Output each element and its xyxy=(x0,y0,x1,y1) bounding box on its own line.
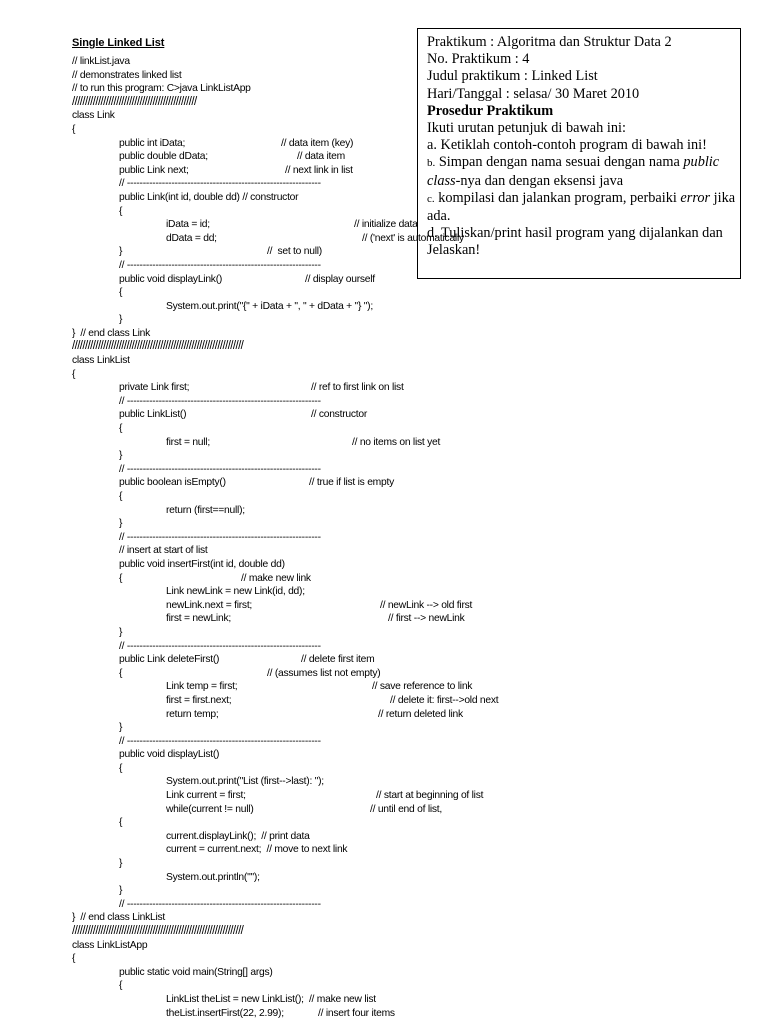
code-line xyxy=(72,993,472,1007)
code-line xyxy=(72,313,472,327)
code-line xyxy=(72,517,472,531)
code-text: Link current = first; xyxy=(166,790,246,802)
code-text: public double dData; xyxy=(119,151,208,163)
code-text: } // end class LinkList xyxy=(72,912,166,924)
code-comment: // newLink --> old first xyxy=(380,599,473,611)
code-line xyxy=(72,109,472,123)
code-line xyxy=(72,721,472,735)
code-line xyxy=(72,340,472,354)
step-b-italic: public class xyxy=(427,154,720,189)
code-line xyxy=(72,708,472,722)
code-line xyxy=(72,191,472,205)
info-box xyxy=(417,28,741,279)
info-course: Praktikum : Algoritma dan Struktur Data 2 xyxy=(427,34,672,50)
code-line xyxy=(72,300,472,314)
code-line xyxy=(72,735,472,749)
code-line xyxy=(72,504,472,518)
code-line xyxy=(72,585,472,599)
code-text: // demonstrates linked list xyxy=(72,69,182,81)
code-separator: ////////////////////////////////////////////////////////////////// xyxy=(72,340,244,353)
code-line xyxy=(72,395,472,409)
code-text: first = first.next; xyxy=(166,694,232,706)
code-line xyxy=(72,286,472,300)
code-line xyxy=(72,694,499,708)
code-comment: // start at beginning of list xyxy=(376,790,484,802)
code-line xyxy=(72,843,472,857)
code-text: // ------------------------------------------------------------- xyxy=(119,898,321,910)
code-line xyxy=(72,449,472,463)
code-text: public void displayLink() xyxy=(119,273,223,285)
code-line xyxy=(72,789,484,803)
code-line xyxy=(72,898,472,912)
code-comment: // data item xyxy=(297,151,345,163)
code-text: { xyxy=(72,123,76,135)
code-text: public Link next; xyxy=(119,164,189,176)
code-comment: // ref to first link on list xyxy=(311,382,404,394)
code-line xyxy=(72,55,472,69)
code-line xyxy=(72,762,472,776)
code-comment: // display ourself xyxy=(305,273,375,285)
code-line xyxy=(72,640,472,654)
code-line xyxy=(72,354,472,368)
code-text: // ------------------------------------------------------------- xyxy=(119,463,321,475)
code-text: current = current.next; // move to next link xyxy=(166,844,348,856)
code-line xyxy=(72,830,472,844)
code-text: System.out.println(""); xyxy=(166,871,260,883)
step-b-text2: -nya dan dengan eksensi java xyxy=(455,172,624,189)
code-line xyxy=(72,259,472,273)
code-text: // ------------------------------------------------------------- xyxy=(119,735,321,747)
code-text: System.out.print("List (first-->last): "); xyxy=(166,776,324,788)
code-line xyxy=(72,748,472,762)
code-text: { xyxy=(119,423,123,435)
code-text: newLink.next = first; xyxy=(166,599,253,611)
code-separator: ////////////////////////////////////////////////////////////////// xyxy=(72,925,244,937)
code-text: current.displayLink(); // print data xyxy=(166,830,310,842)
code-line xyxy=(72,273,472,287)
code-text: class Link xyxy=(72,110,115,122)
code-line xyxy=(72,653,472,667)
procedure-step-c xyxy=(427,190,740,225)
code-line xyxy=(72,952,472,966)
code-text: public boolean isEmpty() xyxy=(119,477,226,489)
code-text: // insert at start of list xyxy=(119,545,208,557)
code-text: } xyxy=(119,314,123,326)
code-line xyxy=(72,232,472,246)
code-line xyxy=(72,137,472,151)
code-line xyxy=(72,96,472,110)
code-separator: //////////////////////////////////////////////// xyxy=(72,95,197,108)
code-text: { xyxy=(72,953,76,965)
code-text: // ------------------------------------------------------------- xyxy=(119,395,321,407)
code-line xyxy=(72,667,472,681)
step-b-letter: b. xyxy=(427,157,436,170)
code-text: } xyxy=(119,626,123,638)
code-line xyxy=(72,327,472,341)
code-text: return temp; xyxy=(166,708,219,720)
code-line xyxy=(72,612,472,626)
step-b-text1: Simpan dengan nama sesuai dengan nama xyxy=(435,154,684,171)
step-c-text2: jika ada. xyxy=(427,189,736,225)
code-text: // ------------------------------------------------------------- xyxy=(119,259,321,271)
code-text: { xyxy=(119,572,123,584)
code-text: { xyxy=(119,762,123,774)
code-line xyxy=(72,680,472,694)
code-line xyxy=(72,871,472,885)
code-comment: // first --> newLink xyxy=(388,613,465,625)
code-comment: // (assumes list not empty) xyxy=(267,667,381,679)
info-number: No. Praktikum : 4 xyxy=(427,51,530,68)
code-text: Link newLink = new Link(id, dd); xyxy=(166,586,305,598)
code-text: // ------------------------------------------------------------- xyxy=(119,178,321,190)
code-text: // ------------------------------------------------------------- xyxy=(119,531,321,543)
code-text: public void displayList() xyxy=(119,749,220,761)
code-line xyxy=(72,599,472,613)
code-comment: // true if list is empty xyxy=(309,477,394,489)
code-text: public int iData; xyxy=(119,137,186,149)
code-comment: // constructor xyxy=(311,409,368,421)
procedure-intro: Ikuti urutan petunjuk di bawah ini: xyxy=(427,120,626,137)
code-line xyxy=(72,69,472,83)
code-text: { xyxy=(119,287,123,299)
code-text: } xyxy=(119,518,123,530)
code-comment: // no items on list yet xyxy=(352,436,441,448)
code-line xyxy=(72,436,472,450)
code-line xyxy=(72,205,472,219)
code-text: public static void main(String[] args) xyxy=(119,966,273,978)
code-text: // ------------------------------------------------------------- xyxy=(119,640,321,652)
code-text: System.out.print("{" + iData + ", " + dData + "} "); xyxy=(166,300,373,312)
code-text: theList.insertFirst(22, 2.99); xyxy=(166,1007,284,1019)
code-line xyxy=(72,422,472,436)
code-line xyxy=(72,803,472,817)
procedure-step-d: d. Tuliskan/print hasil program yang dijalankan dan Jelaskan! xyxy=(427,225,723,259)
code-line xyxy=(72,150,472,164)
code-text: } // end class Link xyxy=(72,327,150,339)
code-text: class LinkList xyxy=(72,355,130,367)
code-line xyxy=(72,408,472,422)
code-line xyxy=(72,775,472,789)
code-text: } xyxy=(119,246,123,258)
code-text: // to run this program: C>java LinkListApp xyxy=(72,83,251,95)
code-line xyxy=(72,626,472,640)
code-comment: // next link in list xyxy=(285,164,353,176)
code-text: class LinkListApp xyxy=(72,939,148,951)
code-line xyxy=(72,925,472,939)
code-comment: // insert four items xyxy=(318,1007,395,1019)
code-text: { xyxy=(72,368,76,380)
code-text: } xyxy=(119,885,123,897)
code-line xyxy=(72,82,472,96)
code-text: { xyxy=(119,980,123,992)
info-title: Judul praktikum : Linked List xyxy=(427,68,598,85)
code-text: { xyxy=(119,817,123,829)
code-text: private Link first; xyxy=(119,382,190,394)
code-text: while(current != null) xyxy=(166,803,254,815)
code-line xyxy=(72,544,472,558)
code-text: Link temp = first; xyxy=(166,681,238,693)
code-comment: // return deleted link xyxy=(378,708,463,720)
code-comment: // delete it: first-->old next xyxy=(390,694,499,706)
code-text: public LinkList() xyxy=(119,409,187,421)
code-comment: // ('next' is automatically xyxy=(362,232,464,244)
step-c-italic: error xyxy=(680,189,711,206)
code-line xyxy=(72,476,472,490)
code-text: { xyxy=(119,491,123,502)
code-comment: // set to null) xyxy=(267,246,322,258)
code-text: first = null; xyxy=(166,436,210,448)
code-line xyxy=(72,979,472,993)
code-text: } xyxy=(119,858,123,870)
code-comment: // until end of list, xyxy=(370,803,443,815)
procedure-step-b xyxy=(427,154,740,189)
code-line xyxy=(72,463,472,477)
step-c-text1: kompilasi dan jalankan program, perbaiki xyxy=(434,189,681,206)
code-line xyxy=(72,558,472,572)
code-line xyxy=(72,123,472,137)
code-text: dData = dd; xyxy=(166,232,217,244)
code-line xyxy=(72,1007,472,1021)
code-text: { xyxy=(119,667,123,679)
code-line xyxy=(72,218,472,232)
code-comment: // data item (key) xyxy=(281,137,354,149)
code-text: LinkList theList = new LinkList(); // make new list xyxy=(166,993,376,1005)
code-comment: // initialize data xyxy=(354,219,418,231)
code-line xyxy=(72,816,472,830)
code-text: return (first==null); xyxy=(166,504,245,516)
code-text: // linkList.java xyxy=(72,56,130,67)
code-line xyxy=(72,939,472,953)
code-line xyxy=(72,966,472,980)
code-text: public void insertFirst(int id, double dd) xyxy=(119,558,285,570)
code-comment: // delete first item xyxy=(301,654,375,666)
code-line xyxy=(72,381,472,395)
code-text: } xyxy=(119,450,123,462)
code-text: { xyxy=(119,205,123,217)
procedure-step-a: a. Ketiklah contoh-contoh program di bawah ini! xyxy=(427,137,707,154)
code-comment: // save reference to link xyxy=(372,681,473,693)
code-line xyxy=(72,531,472,545)
code-line xyxy=(72,857,472,871)
document-title: Single Linked List xyxy=(72,37,165,49)
procedure-heading: Prosedur Praktikum xyxy=(427,102,554,119)
code-line xyxy=(72,177,472,191)
code-line xyxy=(72,911,472,925)
code-text: iData = id; xyxy=(166,219,210,231)
code-comment: // make new link xyxy=(241,572,311,584)
info-date: Hari/Tanggal : selasa/ 30 Maret 2010 xyxy=(427,85,640,102)
code-line xyxy=(72,490,472,504)
code-line xyxy=(72,368,472,382)
code-line xyxy=(72,164,472,178)
code-text: public Link deleteFirst() xyxy=(119,654,220,666)
code-line xyxy=(72,572,472,586)
code-text: public Link(int id, double dd) // constructor xyxy=(119,191,299,203)
code-line xyxy=(72,245,472,259)
step-c-letter: c. xyxy=(427,192,435,205)
code-text: } xyxy=(119,722,123,734)
code-line xyxy=(72,884,472,898)
code-text: first = newLink; xyxy=(166,613,231,625)
